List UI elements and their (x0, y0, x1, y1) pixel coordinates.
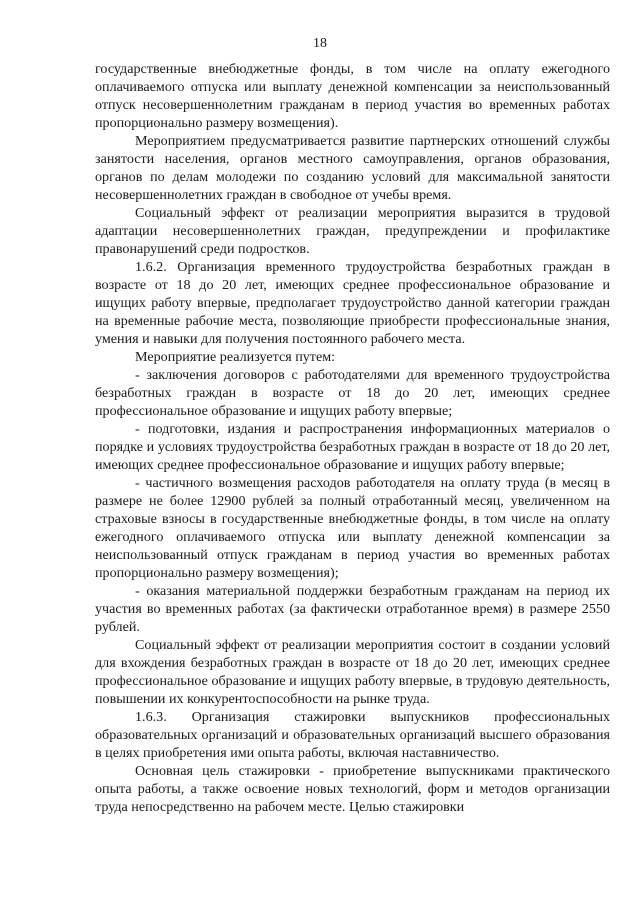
list-item: - частичного возмещения расходов работодателя на оплату труда (в месяц в размере не более 12900 рублей за полный отработанный месяц, увеличенном на страховые взносы в государственные внебюджетные фонды, в том числе на оплату ежегодного оплачиваемого отпуска или выплату денежной компенсации за неиспользованный отпуск гражданам в период участия во временных работах пропорционально размеру возмещения); (95, 475, 610, 581)
list-item: - заключения договоров с работодателями для временного трудоустройства безработных граждан в возрасте от 18 до 20 лет, имеющих среднее профессиональное образование и ищущих работу впервые; (95, 367, 610, 419)
document-body (95, 60, 610, 816)
paragraph: Основная цель стажировки - приобретение выпускниками практического опыта работы, а также освоение новых технологий, форм и методов организации труда непосредственно на рабочем месте. Целью стажировки (95, 763, 610, 815)
list-item: - подготовки, издания и распространения информационных материалов о порядке и условиях трудоустройства безработных граждан в возрасте от 18 до 20 лет, имеющих среднее профессиональное образование и ищущих работу впервые; (95, 421, 610, 473)
list-item: - оказания материальной поддержки безработным гражданам на период их участия во временных работах (за фактически отработанное время) в размере 2550 рублей. (95, 583, 610, 635)
page-number: 18 (313, 36, 327, 51)
paragraph: Мероприятием предусматривается развитие партнерских отношений службы занятости населения, органов местного самоуправления, органов образования, органов по делам молодежи по созданию условий для максимальной занятости несовершеннолетних граждан в свободное от учебы время. (95, 133, 610, 203)
paragraph: Социальный эффект от реализации мероприятия выразится в трудовой адаптации несовершеннолетних граждан, предупреждении и профилактике правонарушений среди подростков. (95, 205, 610, 257)
paragraph: Социальный эффект от реализации мероприятия состоит в создании условий для вхождения безработных граждан в возрасте от 18 до 20 лет, имеющих среднее профессиональное образование и ищущих работу впервые, в трудовую деятельность, повышении их конкурентоспособности на рынке труда. (95, 637, 610, 707)
paragraph: Мероприятие реализуется путем: (135, 349, 336, 365)
section-paragraph-1-6-3: 1.6.3. Организация стажировки выпускников профессиональных образовательных организаций и образовательных организаций высшего образования в целях приобретения ими опыта работы, включая наставничество. (95, 709, 610, 761)
paragraph: государственные внебюджетные фонды, в том числе на оплату ежегодного оплачиваемого отпуска или выплату денежной компенсации за неиспользованный отпуск несовершеннолетним гражданам в период участия во временных работах пропорционально размеру возмещения). (95, 61, 610, 131)
section-paragraph-1-6-2: 1.6.2. Организация временного трудоустройства безработных граждан в возрасте от 18 до 20 лет, имеющих среднее профессиональное образование и ищущих работу впервые, предполагает трудоустройство данной категории граждан на временные рабочие места, позволяющие приобрести профессиональные знания, умения и навыки для получения постоянного рабочего места. (95, 259, 610, 347)
